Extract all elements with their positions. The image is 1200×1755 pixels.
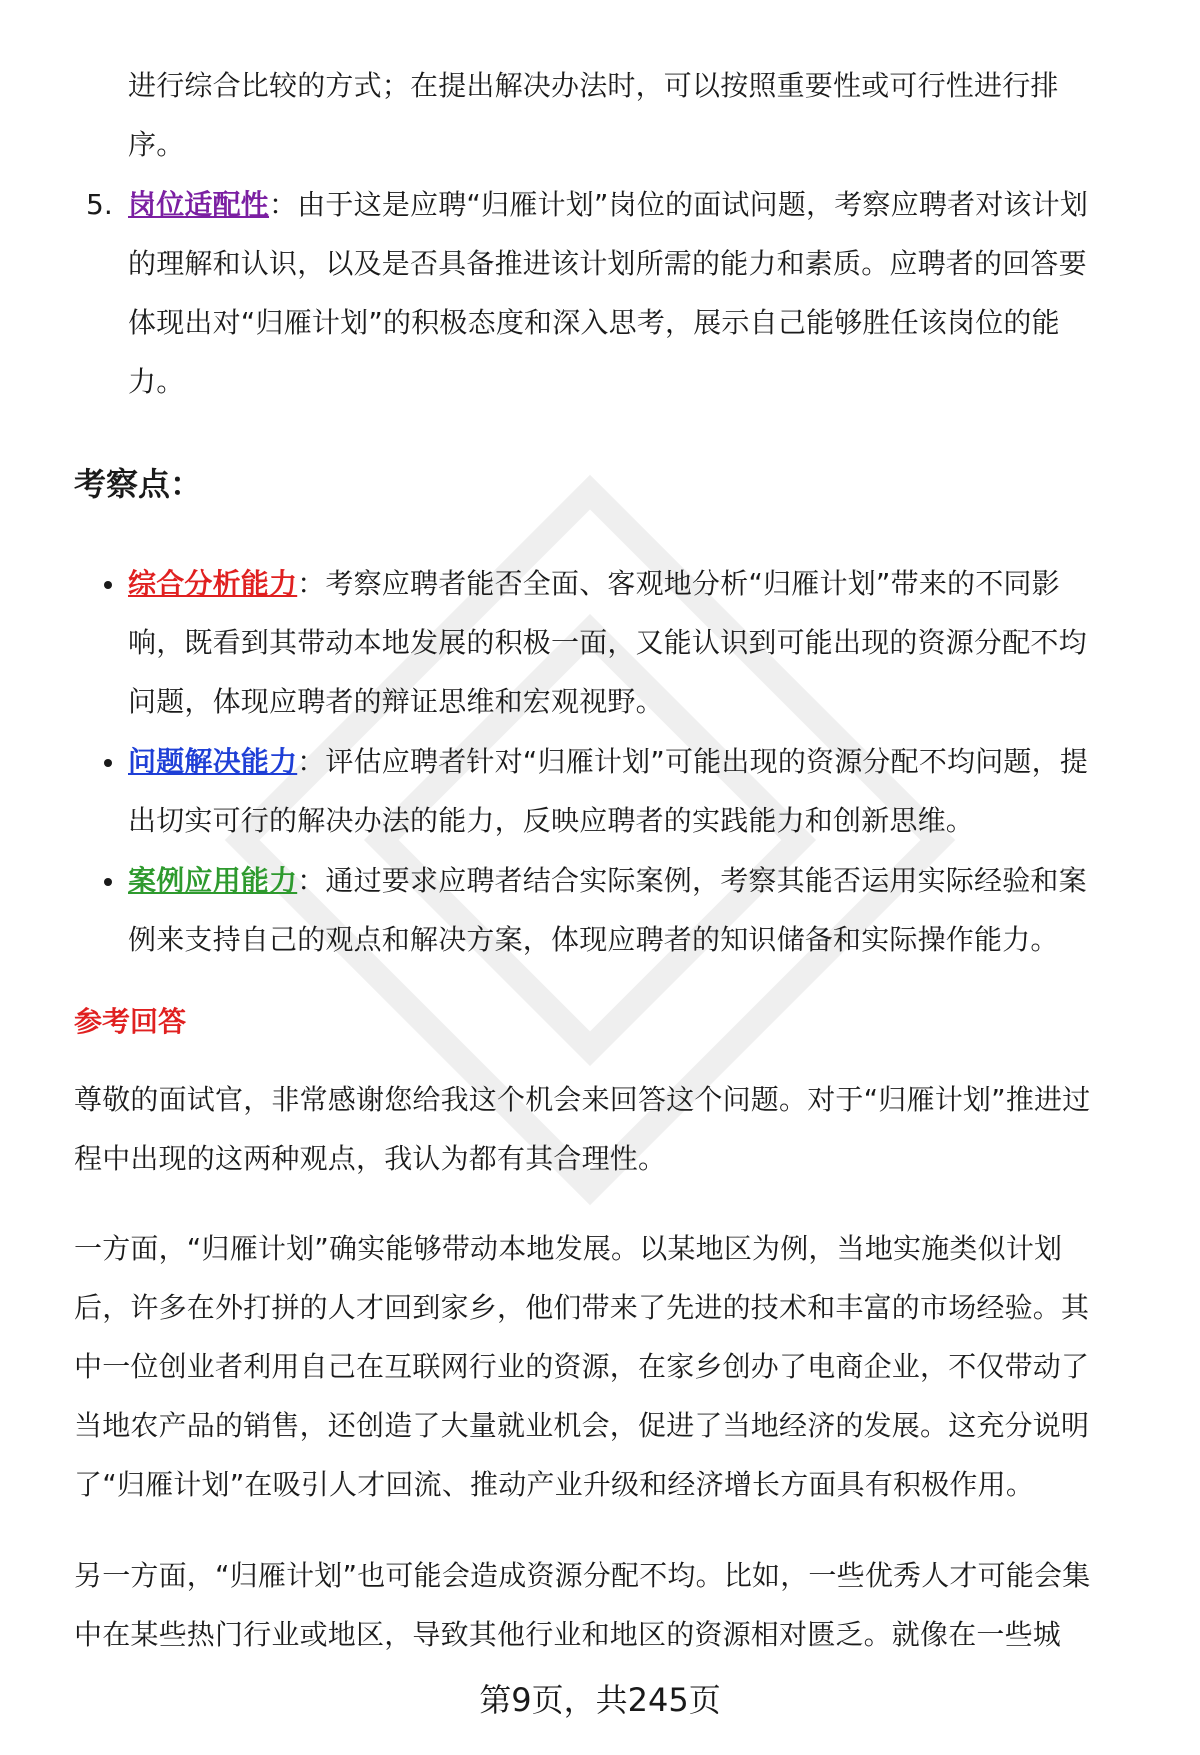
point-1-line-1-text: ：考察应聘者能否全面、客观地分析“归雁计划”带来的不同影 xyxy=(297,567,1060,600)
point-3-line-2: 例来支持自己的观点和解决方案，体现应聘者的知识储备和实际操作能力。 xyxy=(128,923,1059,956)
item5-line-1 xyxy=(128,185,1088,225)
point-1-line-2: 响，既看到其带动本地发展的积极一面，又能认识到可能出现的资源分配不均 xyxy=(128,626,1087,659)
point-1-line-3: 问题，体现应聘者的辩证思维和宏观视野。 xyxy=(128,685,664,718)
item5-line-1-text: ：由于这是应聘“归雁计划”岗位的面试问题，考察应聘者对该计划 xyxy=(269,188,1089,221)
para3-line-1: 另一方面，“归雁计划”也可能会造成资源分配不均。比如，一些优秀人才可能会集 xyxy=(74,1559,1091,1592)
list-number-5: 5. xyxy=(86,188,113,221)
reference-answer-title: 参考回答 xyxy=(74,1005,187,1038)
item5-line-4: 力。 xyxy=(128,365,185,398)
item5-keyword[interactable]: 岗位适配性 xyxy=(128,188,270,221)
bullet-dot xyxy=(104,878,112,886)
point-2-line-2: 出切实可行的解决办法的能力，反映应聘者的实践能力和创新思维。 xyxy=(128,804,975,837)
item5-line-2: 的理解和认识，以及是否具备推进该计划所需的能力和素质。应聘者的回答要 xyxy=(128,247,1087,280)
point-1-keyword[interactable]: 综合分析能力 xyxy=(128,567,298,600)
para2-line-1: 一方面，“归雁计划”确实能够带动本地发展。以某地区为例，当地实施类似计划 xyxy=(74,1232,1063,1265)
point-2-keyword[interactable]: 问题解决能力 xyxy=(128,745,298,778)
page-footer: 第9页，共245页 xyxy=(479,1681,721,1719)
item5-line-3: 体现出对“归雁计划”的积极态度和深入思考，展示自己能够胜任该岗位的能 xyxy=(128,306,1060,339)
point-3-line-1 xyxy=(128,861,1087,901)
para2-line-5: 了“归雁计划”在吸引人才回流、推动产业升级和经济增长方面具有积极作用。 xyxy=(74,1468,1035,1501)
point-2-line-1-text: ：评估应聘者针对“归雁计划”可能出现的资源分配不均问题，提 xyxy=(297,745,1089,778)
section-title-assessment-points: 考察点： xyxy=(74,465,203,503)
para1-line-1: 尊敬的面试官，非常感谢您给我这个机会来回答这个问题。对于“归雁计划”推进过 xyxy=(74,1083,1091,1116)
para2-line-4: 当地农产品的销售，还创造了大量就业机会，促进了当地经济的发展。这充分说明 xyxy=(74,1409,1090,1442)
para3-line-2: 中在某些热门行业或地区，导致其他行业和地区的资源相对匮乏。就像在一些城 xyxy=(74,1618,1062,1651)
intro-line-2: 序。 xyxy=(128,128,185,161)
bullet-dot xyxy=(104,581,112,589)
bullet-dot xyxy=(104,759,112,767)
intro-line-1: 进行综合比较的方式；在提出解决办法时，可以按照重要性或可行性进行排 xyxy=(128,69,1059,102)
para2-line-3: 中一位创业者利用自己在互联网行业的资源，在家乡创办了电商企业，不仅带动了 xyxy=(74,1350,1090,1383)
para1-line-2: 程中出现的这两种观点，我认为都有其合理性。 xyxy=(74,1142,667,1175)
point-2-line-1 xyxy=(128,742,1088,782)
point-1-line-1 xyxy=(128,564,1060,604)
para2-line-2: 后，许多在外打拼的人才回到家乡，他们带来了先进的技术和丰富的市场经验。其 xyxy=(74,1291,1090,1324)
point-3-line-1-text: ：通过要求应聘者结合实际案例，考察其能否运用实际经验和案 xyxy=(297,864,1087,897)
point-3-keyword[interactable]: 案例应用能力 xyxy=(128,864,298,897)
